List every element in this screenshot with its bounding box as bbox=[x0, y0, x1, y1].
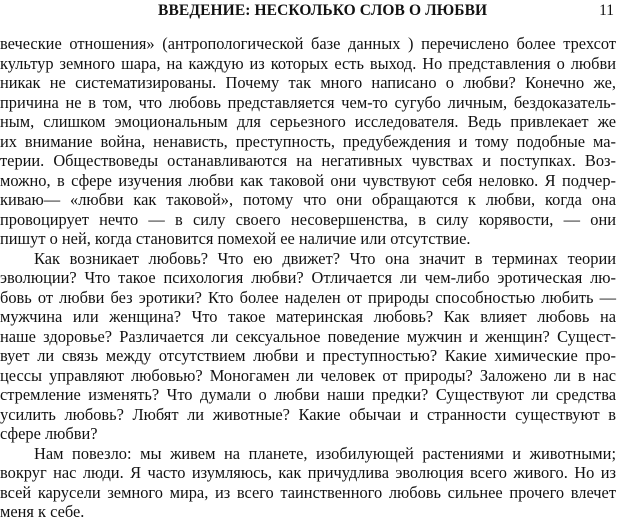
text-line: сфере любви? bbox=[0, 424, 98, 443]
text-line: бовь от любви без эротики? Кто более наделен от природы способностью любить — bbox=[0, 287, 616, 307]
text-line: культур земного шара, на каждую из которых есть выход. Но представления о любви bbox=[0, 53, 616, 73]
text-line: усилить любовь? Любят ли животные? Какие обычаи и странности существуют в bbox=[0, 404, 616, 424]
text-line: ным, слишком эмоциональным для серьезного исследователя. Ведь привлекает же bbox=[0, 112, 616, 131]
text-line: вокруг нас люди. Я часто изумляюсь, как причудлива эволюция всего живого. Но из bbox=[0, 463, 616, 482]
text-line: наше здоровье? Различается ли сексуальное поведение мужчин и женщин? Сущест- bbox=[0, 326, 616, 346]
text-line: меня к себе. bbox=[0, 502, 85, 521]
text-line: стремление изменять? Что думали о любви наши предки? Существуют ли средства bbox=[0, 385, 616, 404]
text-line: провоцирует нечто — в силу своего несовершенства, в силу корявости, — они bbox=[0, 209, 616, 229]
paragraph-first-line: Как возникает любовь? Что ею движет? Что она значит в терминах теории bbox=[34, 248, 616, 268]
text-line: цессы управляют любовью? Моногамен ли человек от природы? Заложено ли в нас bbox=[0, 365, 616, 385]
running-head bbox=[0, 2, 620, 24]
text-line: никак не систематизированы. Почему так много написано о любви? Конечно же, bbox=[0, 73, 616, 92]
body-text bbox=[0, 34, 616, 522]
page-number: 11 bbox=[599, 2, 614, 19]
text-line: причина не в том, что любовь представляется чем-то сугубо личным, бездоказатель- bbox=[0, 92, 616, 112]
paragraph-first-line: Нам повезло: мы живем на планете, изобилующей растениями и животными; bbox=[34, 443, 616, 463]
text-line: всей карусели земного мира, из всего таинственного любовь сильнее прочего влечет bbox=[0, 482, 616, 502]
text-line: эволюции? Что такое психология любви? Отличается ли чем-либо эротическая лю- bbox=[0, 268, 616, 287]
text-line: веческие отношения» (антропологической базе данных ) перечислено более трехсот bbox=[0, 34, 616, 53]
text-line: их внимание война, ненависть, преступность, предубеждения и тому подобные ма- bbox=[0, 131, 616, 151]
text-line: пишут о ней, когда становится помехой ее наличие или отсутствие. bbox=[0, 229, 471, 248]
text-line: терии. Обществоведы останавливаются на негативных чувствах и поступках. Воз- bbox=[0, 151, 616, 170]
text-line: можно, в сфере изучения любви как таковой они чувствуют себя неловко. Я подчер- bbox=[0, 170, 616, 190]
running-title: ВВЕДЕНИЕ: НЕСКОЛЬКО СЛОВ О ЛЮБВИ bbox=[158, 2, 488, 19]
text-line: мужчина или женщина? Что такое материнская любовь? Как влияет любовь на bbox=[0, 307, 616, 326]
text-line: киваю— «любви как таковой», потому что они обращаются к любви, когда она bbox=[0, 190, 616, 209]
text-line: вует ли связь между отсутствием любви и преступностью? Какие химические про- bbox=[0, 346, 616, 365]
